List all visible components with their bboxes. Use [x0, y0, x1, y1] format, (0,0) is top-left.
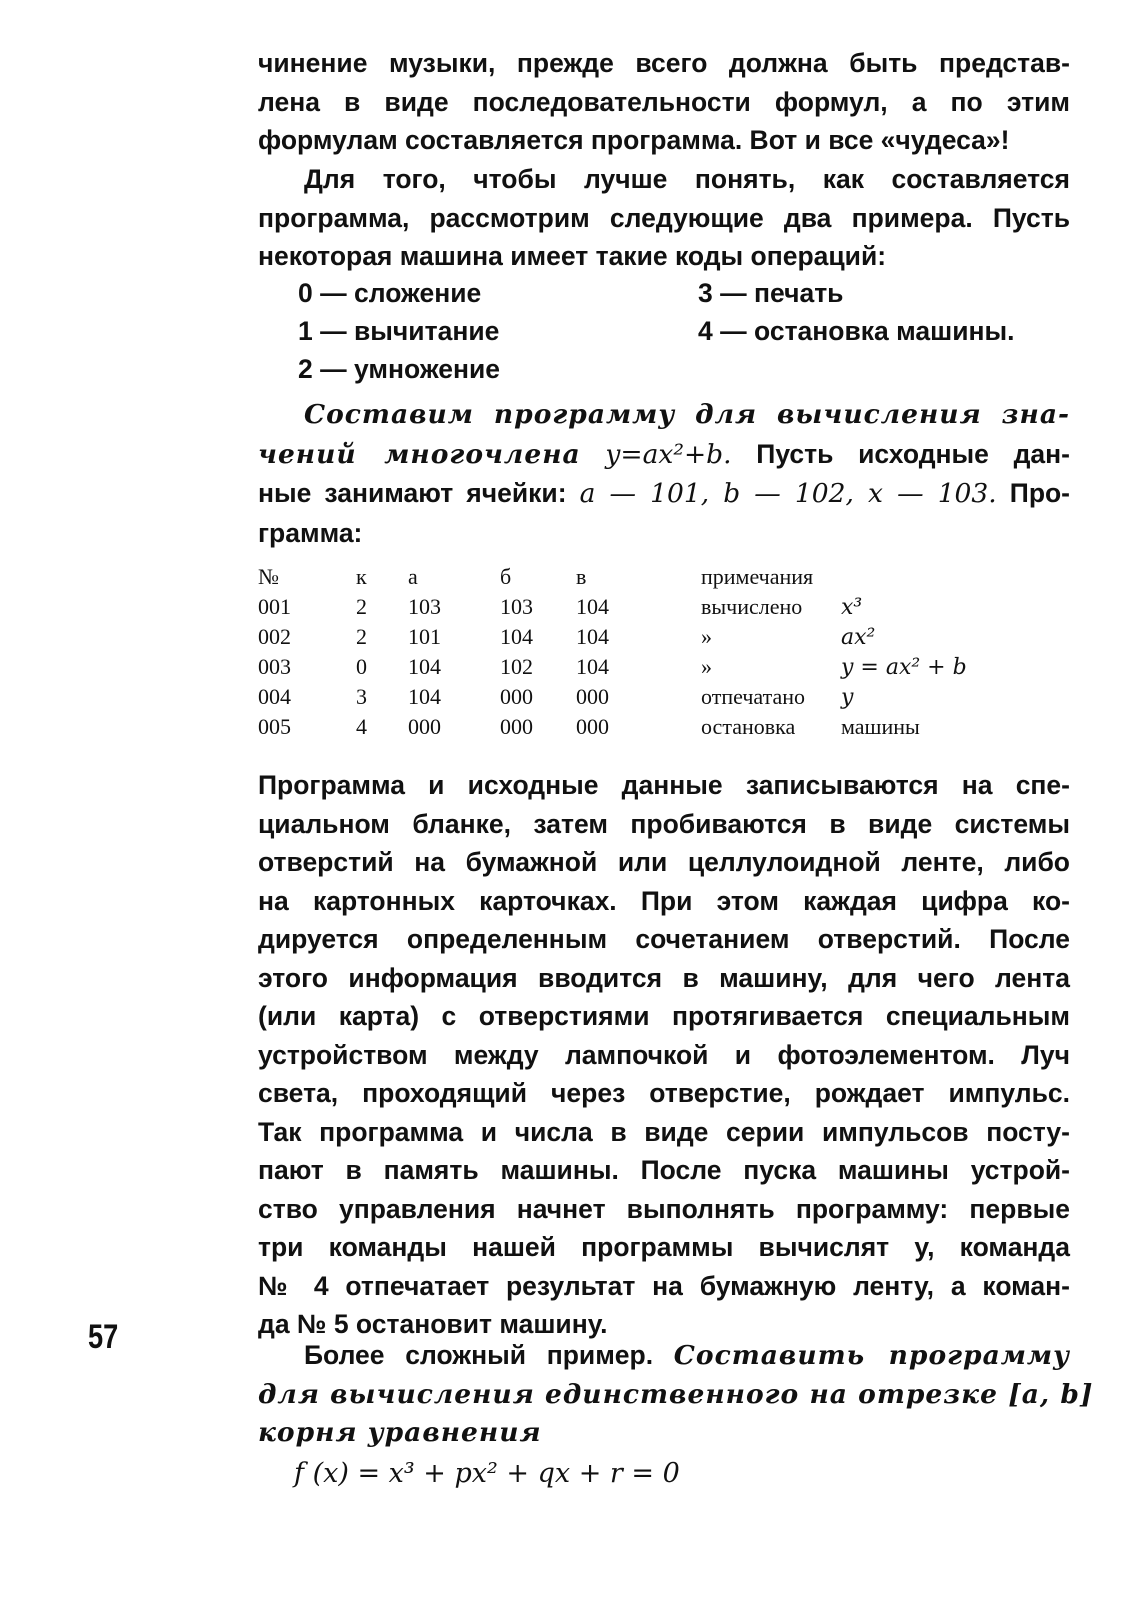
op-code-item: 1 — вычитание: [298, 316, 500, 346]
cell-expr: машины: [841, 714, 920, 739]
cell: 103: [408, 594, 441, 619]
cell: 104: [500, 624, 533, 649]
cell: 005: [258, 714, 291, 739]
task-heading-line: Составим программу для вычисления зна-: [304, 399, 1070, 430]
text-line: три команды нашей программы вычислят y, команда: [258, 1232, 1070, 1262]
cell: 104: [408, 684, 441, 709]
cell: 104: [576, 624, 609, 649]
text-line: Для того, чтобы лучше понять, как составляется: [304, 164, 1070, 194]
column-header: к: [356, 564, 367, 589]
table-row: [258, 682, 1001, 712]
program-table: [258, 562, 1001, 742]
table-row: [258, 592, 1001, 622]
task-2: [258, 1336, 1094, 1453]
cell-note: остановка: [701, 714, 796, 739]
text-line: этого информация вводится в машину, для чего лента: [258, 962, 1070, 993]
paragraph-1: [258, 44, 1070, 160]
column-header: а: [408, 564, 418, 589]
op-code-item: 4 — остановка машины.: [698, 316, 1015, 346]
table-row: [258, 652, 1001, 682]
column-header: №: [258, 564, 279, 589]
cell: 103: [500, 594, 533, 619]
cell-note: вычислено: [701, 594, 803, 619]
table-header-row: [258, 562, 1001, 592]
ditto-mark: »: [701, 654, 712, 679]
cell: 000: [500, 684, 533, 709]
text-line: устройством между лампочкой и фотоэлементом. Луч: [258, 1039, 1070, 1070]
op-code-item: 0 — сложение: [298, 278, 482, 308]
text-line: чений многочлена y=ax²+b. Пусть исходные дан-: [258, 438, 1070, 470]
cell: 104: [576, 654, 609, 679]
text-line: Программа и исходные данные записываются на спе-: [258, 770, 1070, 800]
cell: 4: [356, 714, 367, 739]
cell-expr: y = ax² + b: [841, 654, 967, 680]
text-line: лена в виде последовательности формул, а по этим: [258, 86, 1070, 117]
cell-expr: y: [841, 684, 854, 710]
cell: 102: [500, 654, 533, 679]
cell: 0: [356, 654, 367, 679]
text-line: циальном бланке, затем пробиваются в виде системы: [258, 808, 1070, 839]
table-row: [258, 622, 1001, 652]
text-line: света, проходящий через отверстие, рождает импульс.: [258, 1078, 1070, 1108]
cell: 104: [408, 654, 441, 679]
paragraph-2: [258, 160, 1070, 276]
text-line: дируется определенным сочетанием отверстий. После: [258, 924, 1070, 954]
cell: 000: [500, 714, 533, 739]
column-header: примечания: [701, 564, 814, 589]
text-line: Более сложный пример. Составить программу: [304, 1340, 1070, 1371]
text-line: да № 5 остановит машину.: [258, 1309, 608, 1339]
cell: 2: [356, 624, 367, 649]
text-line: программа, рассмотрим следующие два примера. Пусть: [258, 202, 1070, 233]
text-line: формулам составляется программа. Вот и все «чудеса»!: [258, 125, 1010, 155]
column-header: в: [576, 564, 587, 589]
cell: 004: [258, 684, 291, 709]
cell: 000: [408, 714, 441, 739]
cell: 003: [258, 654, 291, 679]
cell: 000: [576, 714, 609, 739]
cell: 002: [258, 624, 291, 649]
task-heading-line: для вычисления единственного на отрезке [a, b]: [258, 1378, 1094, 1410]
cell: 104: [576, 594, 609, 619]
equation: f (x) = x³ + px² + qx + r = 0: [294, 1458, 680, 1489]
text-line: ство управления начнет выполнять программу: первые: [258, 1193, 1070, 1224]
task-heading-line: корня уравнения: [258, 1417, 542, 1448]
cell: 101: [408, 624, 441, 649]
text-line: грамма:: [258, 517, 363, 548]
paragraph-3: [258, 766, 1070, 1344]
text-line: на картонных карточках. При этом каждая цифра ко-: [258, 885, 1070, 916]
cell-expr: x³: [841, 594, 863, 620]
text-line: (или карта) с отверстиями протягивается специальным: [258, 1001, 1070, 1031]
ditto-mark: »: [701, 624, 712, 649]
text-line: пают в память машины. После пуска машины устрой-: [258, 1155, 1070, 1185]
op-code-item: 3 — печать: [698, 278, 844, 308]
op-code-item: 2 — умножение: [298, 354, 501, 384]
text-line: № 4 отпечатает результат на бумажную ленту, а коман-: [258, 1270, 1070, 1301]
cell: 001: [258, 594, 291, 619]
text-line: чинение музыки, прежде всего должна быть представ-: [258, 48, 1070, 78]
text-line: некоторая машина имеет такие коды операций:: [258, 241, 887, 271]
text-line: ные занимают ячейки: a — 101, b — 102, x — 103. Про-: [258, 478, 1071, 509]
cell-expr: ax²: [841, 624, 876, 650]
cell: 3: [356, 684, 367, 709]
text-line: Так программа и числа в виде серии импульсов посту-: [258, 1116, 1070, 1147]
task-1: [258, 396, 1070, 552]
table-row: [258, 712, 1001, 742]
cell: 2: [356, 594, 367, 619]
cell-note: отпечатано: [701, 684, 805, 709]
text-line: отверстий на бумажной или целлулоидной ленте, либо: [258, 847, 1070, 877]
page-number: 57: [88, 1318, 119, 1356]
cell: 000: [576, 684, 609, 709]
column-header: б: [500, 564, 512, 589]
